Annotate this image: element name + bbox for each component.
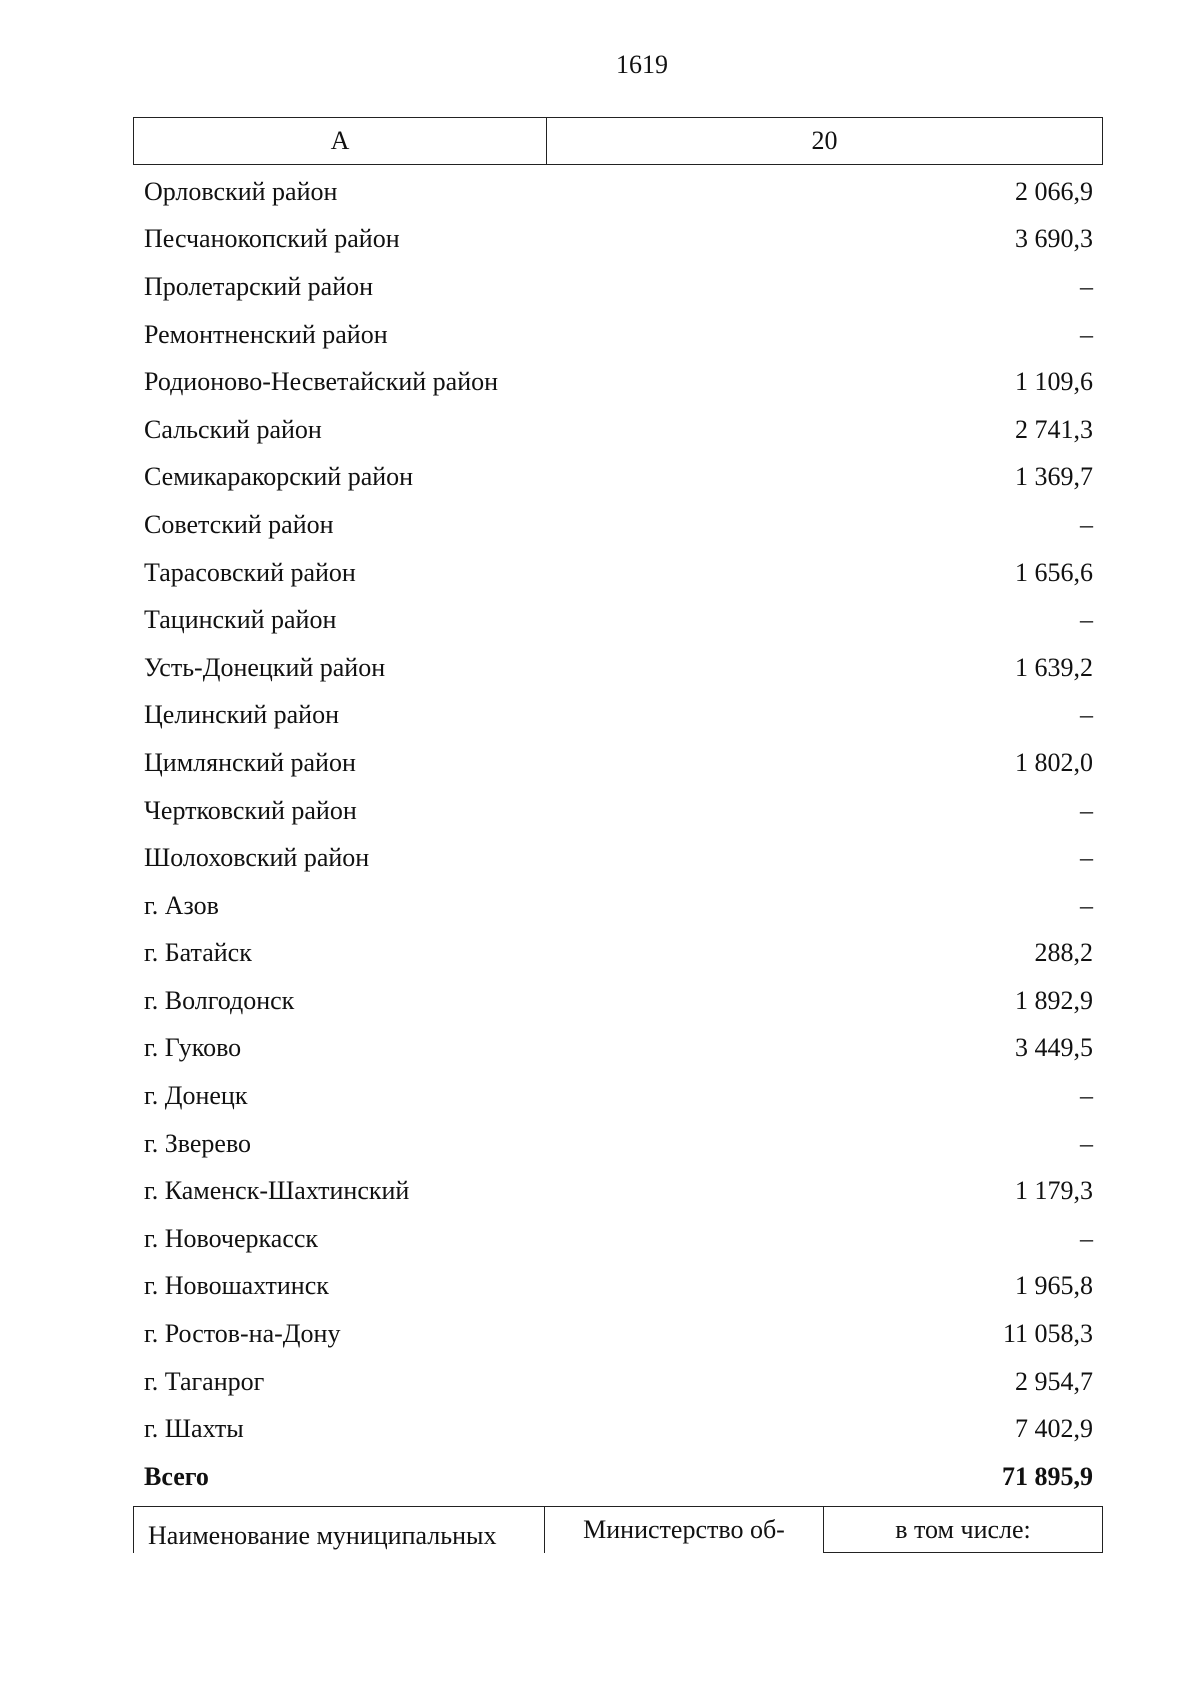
header-ministry: Министерство об- — [545, 1507, 824, 1553]
table-row — [133, 1215, 1103, 1263]
header-column-a: А — [134, 118, 547, 164]
table-header — [133, 117, 1103, 165]
table-row — [133, 1025, 1103, 1073]
row-value: 288,2 — [1034, 938, 1093, 968]
next-table-header — [133, 1506, 1103, 1552]
row-value: 2 066,9 — [1015, 176, 1093, 206]
row-value: 1 369,7 — [1015, 462, 1093, 492]
table-row — [133, 787, 1103, 835]
header-municipal-names: Наименование муниципальных — [133, 1507, 545, 1553]
page-number: 1619 — [616, 50, 668, 79]
row-name: г. Гуково — [144, 1033, 242, 1063]
table-row — [133, 930, 1103, 978]
table-row — [133, 834, 1103, 882]
row-name: Орловский район — [144, 176, 338, 206]
row-value: – — [1080, 271, 1093, 301]
header-column-20: 20 — [811, 126, 838, 155]
row-value: – — [1080, 1081, 1093, 1111]
row-name: Песчанокопский район — [144, 224, 400, 254]
row-value: 7 402,9 — [1015, 1414, 1093, 1444]
table-row — [133, 1358, 1103, 1406]
row-name: г. Ростов-на-Дону — [144, 1319, 341, 1349]
row-value: 1 965,8 — [1015, 1271, 1093, 1301]
row-name: Чертковский район — [144, 795, 357, 825]
row-name: Тарасовский район — [144, 557, 356, 587]
table-row — [133, 358, 1103, 406]
row-name: Цимлянский район — [144, 747, 356, 777]
row-value: – — [1080, 605, 1093, 635]
row-value: – — [1080, 795, 1093, 825]
table-row — [133, 549, 1103, 597]
table-row — [133, 1167, 1103, 1215]
row-value: 2 741,3 — [1015, 414, 1093, 444]
row-value: 2 954,7 — [1015, 1366, 1093, 1396]
row-value: – — [1080, 319, 1093, 349]
row-value: – — [1080, 1128, 1093, 1158]
row-name: Тацинский район — [144, 605, 337, 635]
table-row — [133, 596, 1103, 644]
row-name: г. Зверево — [144, 1128, 252, 1158]
table-row — [133, 406, 1103, 454]
table-row — [133, 311, 1103, 359]
table-row — [133, 977, 1103, 1025]
table-row — [133, 1120, 1103, 1168]
table-row — [133, 1072, 1103, 1120]
row-name: Пролетарский район — [144, 271, 374, 301]
row-name: г. Новочеркасск — [144, 1223, 319, 1253]
row-name: г. Волгодонск — [144, 985, 295, 1015]
table-row — [133, 644, 1103, 692]
table-body — [133, 168, 1103, 1501]
row-name: г. Новошахтинск — [144, 1271, 329, 1301]
table-row — [133, 501, 1103, 549]
row-value: 3 449,5 — [1015, 1033, 1093, 1063]
total-label: Всего — [144, 1461, 209, 1491]
total-row — [133, 1453, 1103, 1501]
table-row — [133, 739, 1103, 787]
table-row — [133, 216, 1103, 264]
table-row — [133, 1263, 1103, 1311]
row-value: 1 656,6 — [1015, 557, 1093, 587]
row-name: Ремонтненский район — [144, 319, 388, 349]
row-name: Родионово-Несветайский район — [144, 367, 499, 397]
row-name: Семикаракорский район — [144, 462, 414, 492]
table-row — [133, 1405, 1103, 1453]
row-value: – — [1080, 890, 1093, 920]
row-value: 1 892,9 — [1015, 985, 1093, 1015]
row-value: – — [1080, 843, 1093, 873]
row-value: 1 639,2 — [1015, 652, 1093, 682]
row-name: г. Таганрог — [144, 1366, 265, 1396]
table-row — [133, 263, 1103, 311]
row-name: г. Донецк — [144, 1081, 248, 1111]
table-row — [133, 692, 1103, 740]
row-name: Усть-Донецкий район — [144, 652, 386, 682]
row-name: г. Батайск — [144, 938, 252, 968]
row-value: 1 802,0 — [1015, 747, 1093, 777]
header-including: в том числе: — [824, 1507, 1103, 1553]
row-name: Советский район — [144, 509, 334, 539]
table-row — [133, 454, 1103, 502]
row-value: – — [1080, 509, 1093, 539]
row-value: 1 179,3 — [1015, 1176, 1093, 1206]
row-value: 1 109,6 — [1015, 367, 1093, 397]
row-value: – — [1080, 1223, 1093, 1253]
row-name: г. Шахты — [144, 1414, 244, 1444]
table-row — [133, 168, 1103, 216]
row-name: г. Азов — [144, 890, 219, 920]
row-name: г. Каменск-Шахтинский — [144, 1176, 410, 1206]
row-value: 11 058,3 — [1002, 1319, 1093, 1349]
row-name: Шолоховский район — [144, 843, 370, 873]
row-value: 3 690,3 — [1015, 224, 1093, 254]
row-name: Сальский район — [144, 414, 322, 444]
row-value: – — [1080, 700, 1093, 730]
table-row — [133, 1310, 1103, 1358]
table-row — [133, 882, 1103, 930]
row-name: Целинский район — [144, 700, 339, 730]
total-value: 71 895,9 — [1002, 1461, 1093, 1491]
